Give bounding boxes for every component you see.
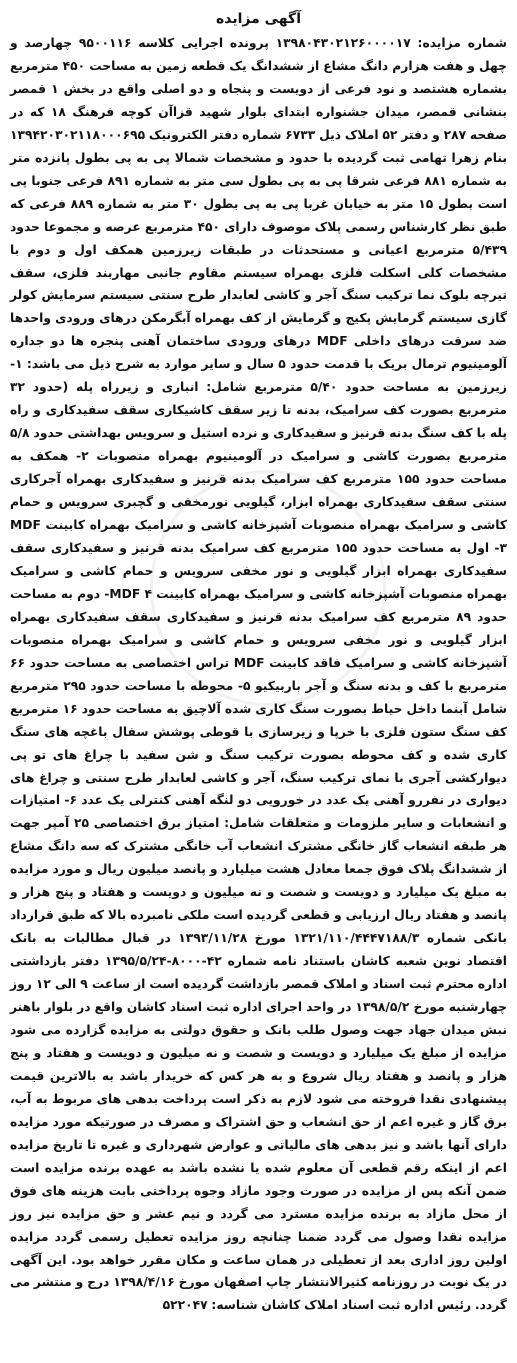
notice-body: شماره مزایده: ۱۳۹۸۰۴۳۰۲۱۲۶۰۰۰۰۱۷ پرونده اجرایی کلاسه ۹۵۰۰۱۱۶ چهارصد و چهل و هفت هزارم دانگ مشاع از ششدانگ یک قطعه زمین به مساحت ۴۵۰ مترمربع بشماره هشتصد و نود فرعی از دویست و پنجاه و دو اصلی واقع در بخش ۱ قمصر بنشانی قمصر، میدان جشنواره ابتدای بلوار شهید قزاآن کوچه فرهنگ ۱۸ که در صفحه ۲۸۷ و دفتر ۵۲ املاک ذیل ۶۷۳۳ شماره دفتر الکترونیک ۱۳۹۴۲۰۳۰۲۱۱۸۰۰۰۶۹۵ بنام زهرا تهامی ثبت گردیده با حدود و مشخصات شمالا پی به پی بطول پانزده متر به شماره ۸۸۱ فرعی شرقا پی به پی بطول سی متر به شماره ۸۹۱ فرعی جنوبا پی است بطول ۱۵ متر به خیابان غربا پی به پی بطول ۳۰ متر به شماره ۸۸۹ فرعی که طبق نظر کارشناس رسمی پلاک موصوف دارای ۴۵۰ مترمربع عرصه و مجموعا حدود ۵/۴۳۹ مترمربع اعیانی و مستحدثات در طبقات زیرزمین همکف اول و دوم با مشخصات کلی اسکلت فلزی بهمراه سیستم مقاوم جانبی مهاربند فلزی، سقف تیرچه بلوک نما ترکیب سنگ آجر و کاشی لعابدار طرح سنتی سیستم سرمایش کولر گازی سیستم گرمایش پکیج و گرمایش از کف بهمراه آبگرمکن درهای ورودی واحدها ضد سرقت درهای داخلی MDF درهای ورودی ساختمان آهنی پنجره ها دو جداره آلومینیوم ترمال بریک با قدمت حدود ۵ سال و سایر موارد به شرح ذیل می باشد: ۱- زیرزمین به مساحت حدود ۵/۴۰ مترمربع شامل: انباری و زیرراه پله (حدود ۳۲ مترمربع بصورت کف سرامیک، بدنه تا زیر سقف کاشیکاری سقف سفیدکاری و راه پله با کف سنگ بدنه قرنیز و سفیدکاری و نرده استیل و سرویس بهداشتی حدود ۵/۸ مترمربع بصورت کاشی و سرامیک در آلومینیوم بهمراه منصوبات ۲- همکف به مساحت حدود ۱۵۵ مترمربع کف سرامیک بدنه قرنیز و سفیدکاری بهمراه آجرکاری سنتی سقف سفیدکاری بهمراه ابزار، گیلویی نورمخفی و گچبری سرویس و حمام کاشی و سرامیک بهمراه منصوبات آشپزخانه کاشی و سرامیک بهمراه کابینت MDF ۳- اول به مساحت حدود ۱۵۵ مترمربع کف سرامیک بدنه قرنیز و سفیدکاری سقف سفیدکاری بهمراه ابزار گیلویی و نور مخفی سرویس و حمام کاشی و سرامیک بهمراه منصوبات آشپزخانه کاشی و سرامیک بهمراه کابینت MDF ۴- دوم به مساحت حدود ۸۹ مترمربع کف سرامیک بدنه قرنیز و سفیدکاری سقف سفیدکاری بهمراه ابزار گیلویی و نور مخفی سرویس و حمام کاشی و سرامیک بهمراه منصوبات آشپزخانه کاشی و سرامیک فاقد کابینت MDF تراس اختصاصی به مساحت حدود ۶۶ مترمربع با کف و بدنه سنگ و آجر باربیکیو ۵- محوطه با مساحت حدود ۲۹۵ مترمربع شامل آبنما داخل حیاط بصورت سنگ کاری شده آلاچیق به مساحت حدود ۱۶ مترمربع کف سنگ ستون فلزی با خرپا و زیرسازی با قوطی پوشش سفال باغچه های سنگ کاری شده و کف محوطه بصورت ترکیب سنگ و شن سفید با چراغ های تو پی دیوارکشی آجری با نمای ترکیب سنگ، آجر و کاشی لعابدار طرح سنتی و چراغ های دیواری در نفررو آهنی یک عدد در خورویی دو لنگه آهنی کنترلی یک عدد ۶- امتیازات و انشعابات و سایر ملزومات و متعلقات شامل: امتیاز برق اختصاصی ۲۵ آمپر جهت هر طبقه انشعاب گاز خانگی مشترک انشعاب آب خانگی مشترک که سه دانگ مشاع از ششدانگ پلاک فوق جمعا معادل هشت میلیارد و پانصد میلیون ریال و مورد مزایده به مبلغ یک میلیارد و دویست و شصت و نه میلیون و دویست و هفتاد و پنج هزار و پانصد و هفتاد ریال ارزیابی و قطعی گردیده است ملکی نامبرده بالا که طبق قرارداد بانکی شماره ۱۳۲۱/۱۱۰/۴۴۴۷۱۸۸/۳ مورخ ۱۳۹۳/۱۱/۲۸ در قبال مطالبات به بانک اقتصاد نوین شعبه کاشان باستناد نامه شماره ۴۲-۸۰۰۰-۱۳۹۵/۵/۲۴ دفتر بازداشتی اداره محترم ثبت اسناد و املاک قمصر بازداشت گردیده است از ساعت ۹ الی ۱۲ روز چهارشنبه مورخ ۱۳۹۸/۵/۲ در واحد اجرای اداره ثبت اسناد کاشان واقع در بلوار باهنر نبش میدان جهاد جهت وصول طلب بانک و حقوق دولتی به مزایده گزارده می شود مزایده از مبلغ یک میلیارد و دویست و شصت و نه میلیون و دویست و هفتاد و پنج هزار و پانصد و هفتاد ریال شروع و به هر کس که خریدار باشد به بالاترین قیمت پیشنهادی نقدا فروخته می شود لازم به ذکر است پرداخت بدهی های مربوط به آب، برق گاز و غیره اعم از حق انشعاب و حق اشتراک و مصرف در صورتیکه مورد مزایده دارای آنها باشد و نیز بدهی های مالیاتی و عوارض شهرداری و غیره تا تاریخ مزایده اعم از اینکه رقم قطعی آن معلوم شده یا نشده باشد به عهده برنده مزایده است ضمن آنکه پس از مزایده در صورت وجود مازاد وجوه پرداختی بابت هزینه های فوق از محل مازاد به برنده مزایده مسترد می گردد و نیم عشر و حق مزایده نیز روز مزایده نقدا وصول می گردد ضمنا چنانچه روز مزایده تعطیل رسمی گردد مزایده اولین روز اداری بعد از تعطیلی در همان ساعت و مکان مقرر خواهد بود. این آگهی در یک نوبت در روزنامه کثیرالانتشار چاپ اصفهان مورخ ۱۳۹۸/۴/۱۶ درج و منتشر می گردد. رئیس اداره ثبت اسناد املاک کاشان شناسه: ۵۲۲۰۴۷ <box>10 36 508 1313</box>
notice-title: آگهی مزایده <box>215 11 301 27</box>
